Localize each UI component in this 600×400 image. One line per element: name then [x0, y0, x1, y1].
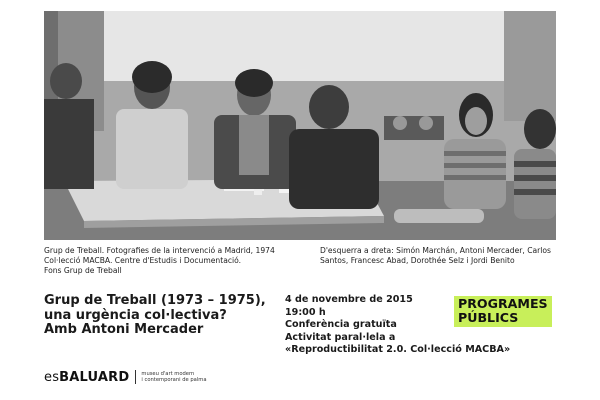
- event-speaker: Amb Antoni Mercader: [44, 322, 204, 337]
- caption-line: Col·lecció MACBA. Centre d'Estudis i Documentació.: [44, 256, 242, 266]
- caption-line: D'esquerra a dreta: Simón Marchán, Antoni Mercader, Carlos: [320, 246, 552, 255]
- title-line: Grup de Treball (1973 – 1975),: [44, 293, 266, 308]
- logo-name: BALUARD: [59, 369, 130, 385]
- title-line: una urgència col·lectiva?: [44, 308, 227, 323]
- logo-tag-line: i contemporani de palma: [141, 377, 207, 383]
- caption-line: Grup de Treball. Fotografies de la intervenció a Madrid, 1974: [44, 246, 275, 255]
- caption-line: Santos, Francesc Abad, Dorothée Selz i Jordi Benito: [320, 256, 515, 266]
- event-time: 19:00 h: [285, 306, 326, 318]
- logo-prefix: es: [44, 369, 60, 385]
- logo-tagline: [141, 371, 206, 383]
- event-note: Conferència gratuïta: [285, 319, 397, 331]
- photo-caption-credits: [44, 246, 294, 277]
- logo-tag-line: museu d'art modern: [141, 370, 195, 377]
- event-note: «Reproductibilitat 2.0. Col·lecció MACBA»: [285, 344, 511, 356]
- es-baluard-logo: [44, 369, 207, 385]
- badge-line: PÚBLICS: [458, 310, 519, 325]
- event-title: [44, 293, 284, 323]
- historical-photo: [44, 11, 556, 240]
- event-date: 4 de novembre de 2015: [285, 294, 413, 305]
- event-note: Activitat paral·lela a: [285, 331, 396, 343]
- badge-line: PROGRAMES: [458, 296, 548, 311]
- programes-publics-badge: [454, 296, 552, 327]
- logo-divider: [135, 370, 136, 384]
- caption-line: Fons Grup de Treball: [44, 266, 122, 276]
- logo-wordmark: [44, 370, 129, 385]
- photo-caption-people: [320, 246, 556, 266]
